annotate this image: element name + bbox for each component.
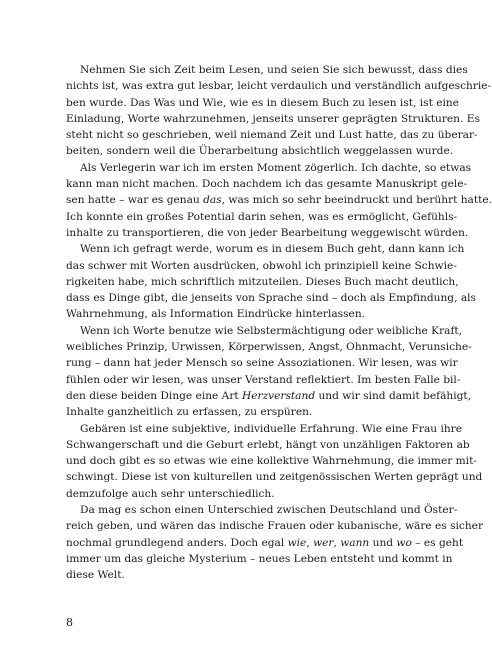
text-line: Nehmen Sie sich Zeit beim Lesen, und seien Sie sich bewusst, dass dies: [80, 64, 468, 76]
text-line: nochmal grundlegend anders. Doch egal wie, wer, wann und wo – es geht: [66, 536, 464, 549]
paragraph: [66, 160, 492, 241]
paragraph: [66, 502, 484, 583]
text-line: Schwangerschaft und die Geburt erlebt, hängt von unzähligen Faktoren ab: [66, 438, 470, 451]
text-line: Einladung, Worte wahrzunehmen, jenseits unserer geprägten Strukturen. Es: [66, 112, 480, 125]
text-line: ben wurde. Das Was und Wie, wie es in diesem Buch zu lesen ist, ist eine: [66, 96, 459, 109]
text-line: rung – dann hat jeder Mensch so seine Assoziationen. Wir lesen, was wir: [66, 357, 458, 370]
text-line: sen hatte – war es genau das, was mich so sehr beeindruckt und berührt hatte.: [66, 194, 492, 207]
text-line: reich geben, und wären das indische Frauen oder kubanische, wäre es sicher: [66, 520, 484, 533]
paragraph: [66, 323, 472, 421]
text-line: Inhalte ganzheitlich zu erfassen, zu erspüren.: [66, 406, 313, 419]
text-line: weibliches Prinzip, Urwissen, Körperwissen, Angst, Ohnmacht, Verunsiche-: [66, 341, 472, 354]
text-line: das schwer mit Worten ausdrücken, obwohl ich prinzipiell keine Schwie-: [66, 259, 457, 272]
body-text: [66, 62, 492, 584]
text-line: nichts ist, was extra gut lesbar, leicht verdaulich und verständlich aufgeschrie-: [66, 80, 492, 93]
text-line: Wenn ich gefragt werde, worum es in diesem Buch geht, dann kann ich: [80, 243, 465, 256]
text-line: inhalte zu transportieren, die von jeder Bearbeitung weggewischt würden.: [66, 226, 469, 239]
paragraph: [66, 421, 483, 502]
text-line: Wenn ich Worte benutze wie Selbstermächtigung oder weibliche Kraft,: [80, 324, 463, 337]
paragraph: [66, 62, 492, 160]
text-line: kann man nicht machen. Doch nachdem ich das gesamte Manuskript gele-: [66, 178, 468, 191]
text-line: schwingt. Diese ist von kulturellen und zeitgenössischen Werten geprägt und: [66, 471, 483, 484]
text-line: den diese beiden Dinge eine Art Herzverstand und wir sind damit befähigt,: [66, 389, 472, 402]
text-line: steht nicht so geschrieben, weil niemand Zeit und Lust hatte, das zu überar-: [66, 129, 478, 142]
page-number: 8: [66, 616, 73, 629]
text-line: immer um das gleiche Mysterium – neues Leben entsteht und kommt in: [66, 552, 453, 565]
text-line: Als Verlegerin war ich im ersten Moment zögerlich. Ich dachte, so etwas: [80, 161, 472, 174]
paragraph: [66, 241, 476, 322]
text-line: dass es Dinge gibt, die jenseits von Sprache sind – doch als Empfindung, als: [66, 292, 476, 305]
text-line: und doch gibt es so etwas wie eine kollektive Wahrnehmung, die immer mit-: [66, 455, 477, 468]
text-line: Gebären ist eine subjektive, individuelle Erfahrung. Wie eine Frau ihre: [80, 422, 463, 435]
text-line: fühlen oder wir lesen, was unser Verstand reflektiert. Im besten Falle bil-: [66, 373, 461, 386]
text-line: Ich konnte ein großes Potential darin sehen, was es ermöglicht, Gefühls-: [66, 210, 458, 223]
text-line: demzufolge auch sehr unterschiedlich.: [66, 487, 275, 500]
text-line: diese Welt.: [66, 569, 125, 582]
text-line: beiten, sondern weil die Überarbeitung absichtlich weggelassen wurde.: [66, 145, 454, 158]
text-line: Da mag es schon einen Unterschied zwischen Deutschland und Öster-: [80, 504, 458, 517]
text-line: rigkeiten habe, mich schriftlich mitzuteilen. Dieses Buch macht deutlich,: [66, 275, 459, 288]
text-line: Wahrnehmung, als Information Eindrücke hinterlassen.: [66, 308, 366, 321]
